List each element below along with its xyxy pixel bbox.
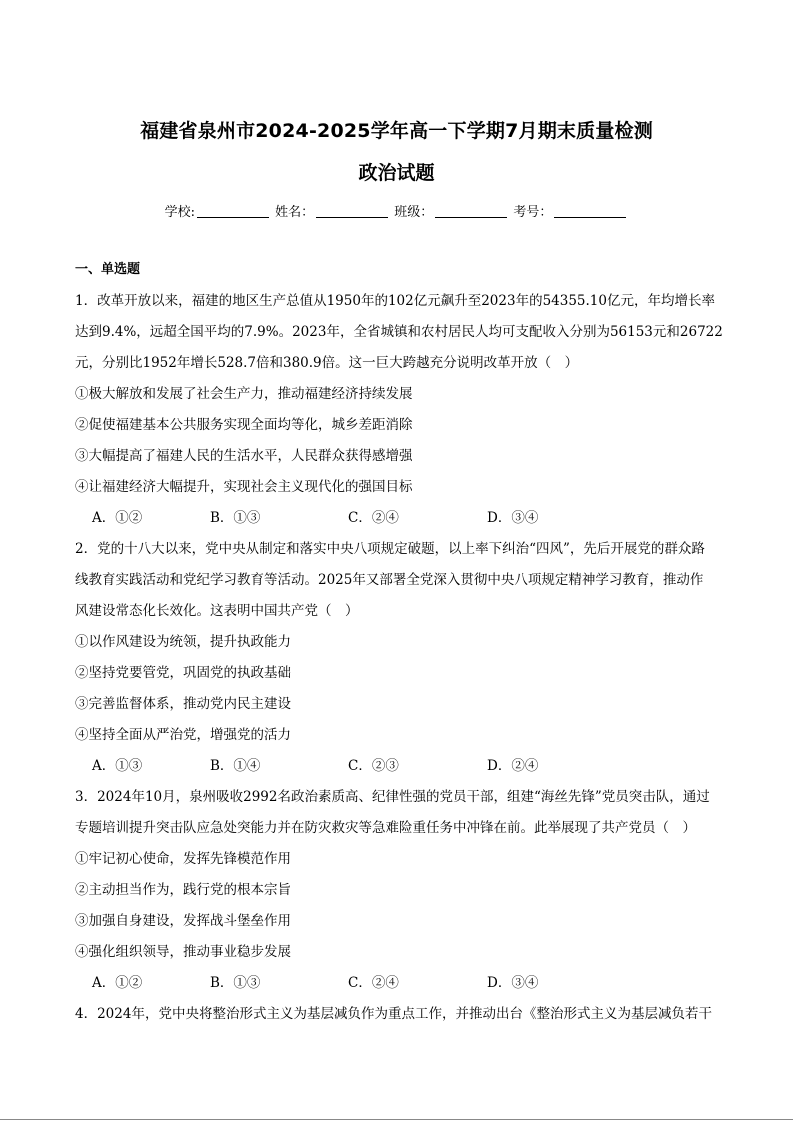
statement-option: ②主动担当作为，践行党的根本宗旨 [75,882,291,898]
answer-choice-d[interactable]: D．③④ [487,975,539,991]
statement-option: ①极大解放和发展了社会生产力，推动福建经济持续发展 [75,386,413,402]
question-stem-line: 达到9.4%，远超全国平均的7.9%。2023年，全省城镇和农村居民人均可支配收入分别为56153元和26722 [75,324,723,340]
statement-option: ②坚持党要管党，巩固党的执政基础 [75,665,291,681]
statement-option: ③加强自身建设，发挥战斗堡垒作用 [75,913,291,929]
question-stem-line: 3．2024年10月，泉州吸收2992名政治素质高、纪律性强的党员干部，组建“海丝先锋”党员突击队，通过 [75,789,710,805]
statement-option: ④坚持全面从严治党，增强党的活力 [75,727,291,743]
exam-title: 福建省泉州市2024-2025学年高一下学期7月期末质量检测 [140,120,653,142]
answer-choice-c[interactable]: C．②④ [348,975,399,991]
name-blank[interactable] [316,217,388,218]
question-stem-line: 专题培训提升突击队应急处突能力并在防灾救灾等急难险重任务中冲锋在前。此举展现了共产党员（ ） [75,820,696,836]
question-list [75,290,725,1034]
answer-choice-d[interactable]: D．③④ [487,510,539,526]
exam-content [75,259,725,1034]
name-label: 姓名： [275,205,315,220]
question-stem-line: 2．党的十八大以来，党中央从制定和落实中央八项规定破题，以上率下纠治“四风”，先后开展党的群众路 [75,541,705,557]
statement-option: ②促使福建基本公共服务实现全面均等化，城乡差距消除 [75,417,413,433]
answer-choice-c[interactable]: C．②④ [348,510,399,526]
answer-choice-b[interactable]: B．①③ [210,975,261,991]
answer-choices [75,755,725,786]
question-1 [75,290,725,538]
question-stem-line: 元，分别比1952年增长528.7倍和380.9倍。这一巨大跨越充分说明改革开放（ ） [75,355,579,371]
class-blank[interactable] [435,217,507,218]
question-stem-line: 线教育实践活动和党纪学习教育等活动。2025年又部署全党深入贯彻中央八项规定精神学习教育，推动作 [75,572,704,588]
school-blank[interactable] [197,217,269,218]
question-stem-line: 1．改革开放以来，福建的地区生产总值从1950年的102亿元飙升至2023年的54355.10亿元，年均增长率 [75,293,715,309]
question-stem-line: 4．2024年，党中央将整治形式主义为基层减负作为重点工作，并推动出台《整治形式主义为基层减负若干 [75,1006,712,1022]
page-divider [0,1119,793,1120]
statement-option: ④强化组织领导，推动事业稳步发展 [75,944,291,960]
answer-choice-b[interactable]: B．①④ [210,758,261,774]
question-3 [75,786,725,1003]
exam-number-label: 考号： [513,205,553,220]
answer-choice-a[interactable]: A．①② [92,975,143,991]
answer-choice-d[interactable]: D．②④ [487,758,539,774]
student-info-fields [0,201,793,220]
answer-choices [75,972,725,1003]
statement-option: ①以作风建设为统领，提升执政能力 [75,634,291,650]
section-heading: 一、单选题 [75,262,141,277]
answer-choice-c[interactable]: C．②③ [348,758,399,774]
statement-option: ①牢记初心使命，发挥先锋模范作用 [75,851,291,867]
question-stem-line: 风建设常态化长效化。这表明中国共产党（ ） [75,603,359,619]
statement-option: ③大幅提高了福建人民的生活水平，人民群众获得感增强 [75,448,413,464]
exam-number-blank[interactable] [554,217,626,218]
school-label: 学校: [164,205,195,220]
exam-subtitle: 政治试题 [358,162,435,184]
question-4 [75,1003,725,1034]
answer-choice-b[interactable]: B．①③ [210,510,261,526]
question-2 [75,538,725,786]
statement-option: ③完善监督体系，推动党内民主建设 [75,696,291,712]
class-label: 班级： [394,205,434,220]
answer-choice-a[interactable]: A．①② [92,510,143,526]
answer-choices [75,507,725,538]
answer-choice-a[interactable]: A．①③ [92,758,143,774]
statement-option: ④让福建经济大幅提升，实现社会主义现代化的强国目标 [75,479,413,495]
